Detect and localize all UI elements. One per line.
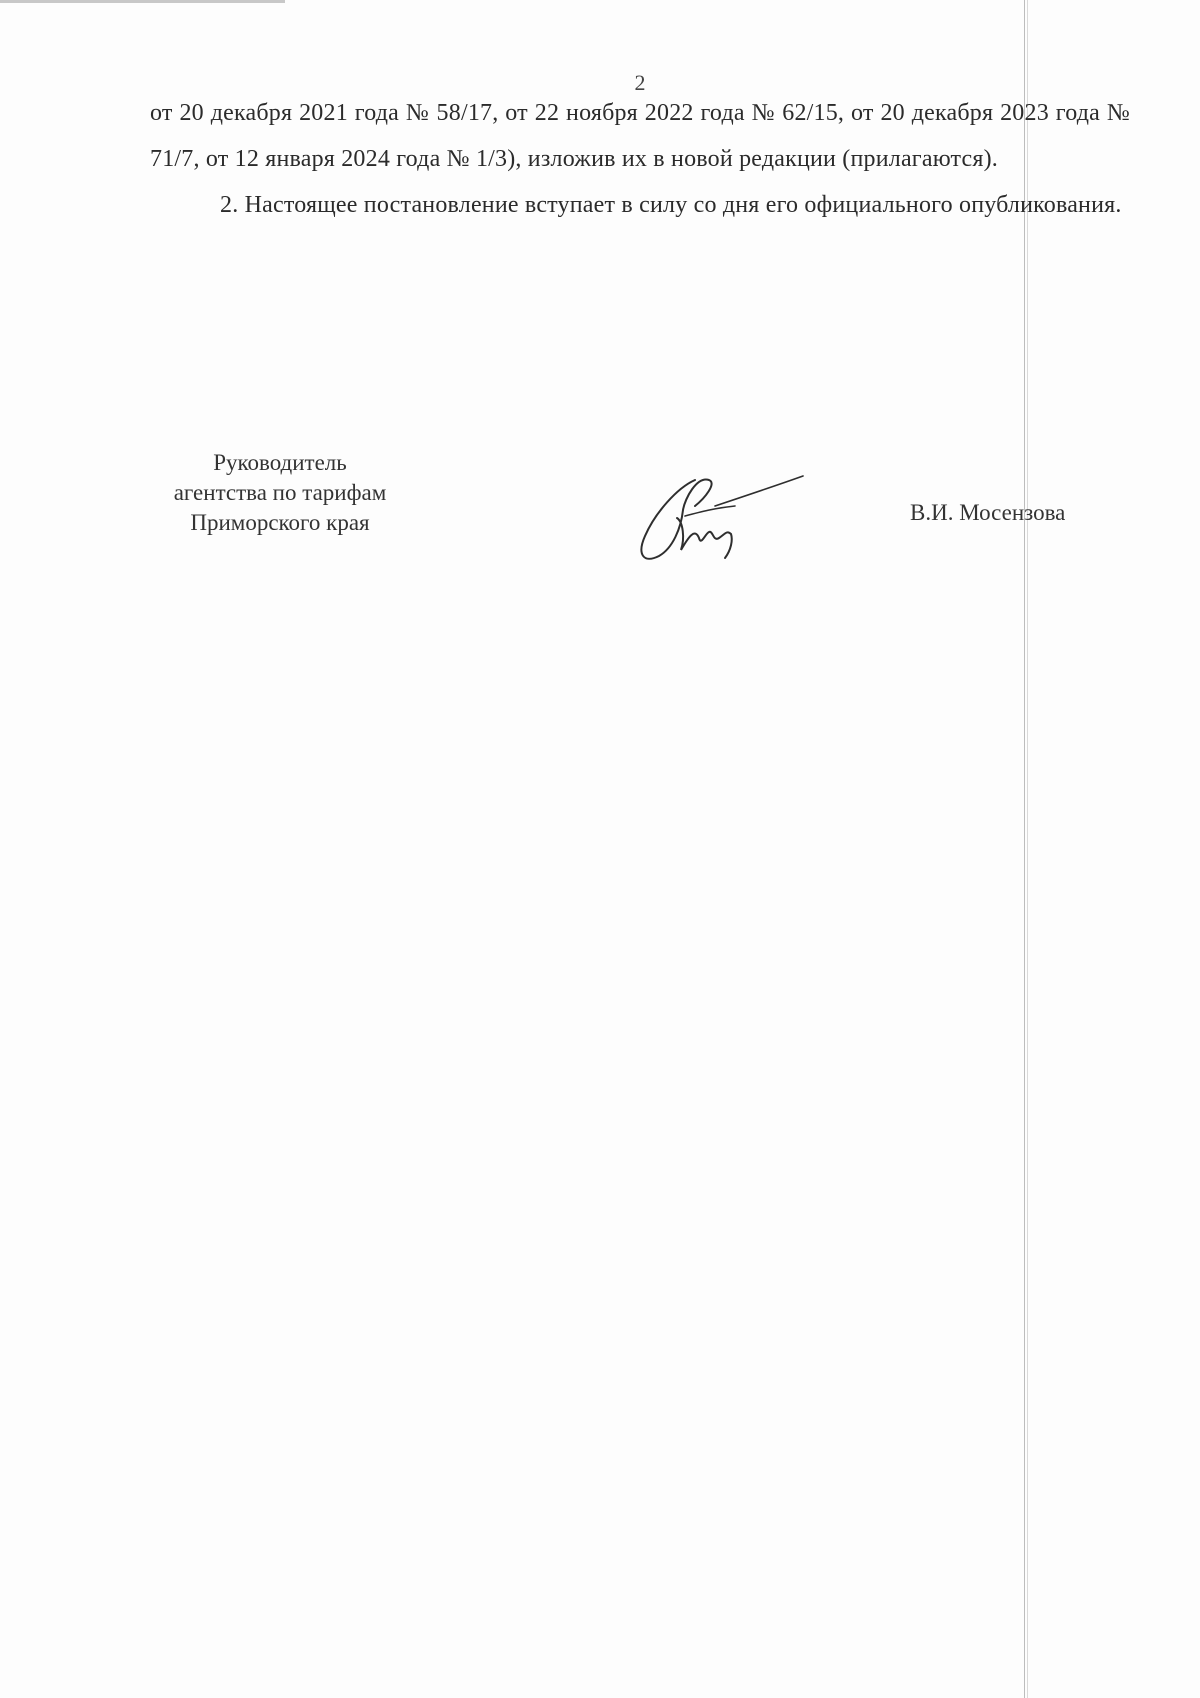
scan-artifact-line-secondary [1027, 0, 1028, 1698]
paragraph-item-2: 2. Настоящее постановление вступает в силу со дня его официального опубликования. [220, 192, 1122, 218]
signer-name: В.И. Мосензова [910, 500, 1066, 525]
document-body [150, 90, 1130, 228]
signature-block [130, 448, 1120, 568]
handwritten-signature-icon [585, 458, 805, 578]
signer-position-line-2: агентства по тарифам [173, 480, 387, 505]
signer-position [130, 448, 430, 538]
scan-artifact-top [0, 0, 285, 3]
paragraph-continuation: от 20 декабря 2021 года № 58/17, от 22 ноября 2022 года № 62/15, от 20 декабря 2023 года № 71/7, от 12 января 2024 года № 1/3), изложив их в новой редакции (прилагаются). [150, 100, 1130, 172]
signer-position-line-1: Руководитель [213, 450, 347, 475]
signer-position-line-3: Приморского края [190, 510, 370, 535]
page-number: 2 [634, 70, 646, 95]
scan-artifact-line [1024, 0, 1025, 1698]
